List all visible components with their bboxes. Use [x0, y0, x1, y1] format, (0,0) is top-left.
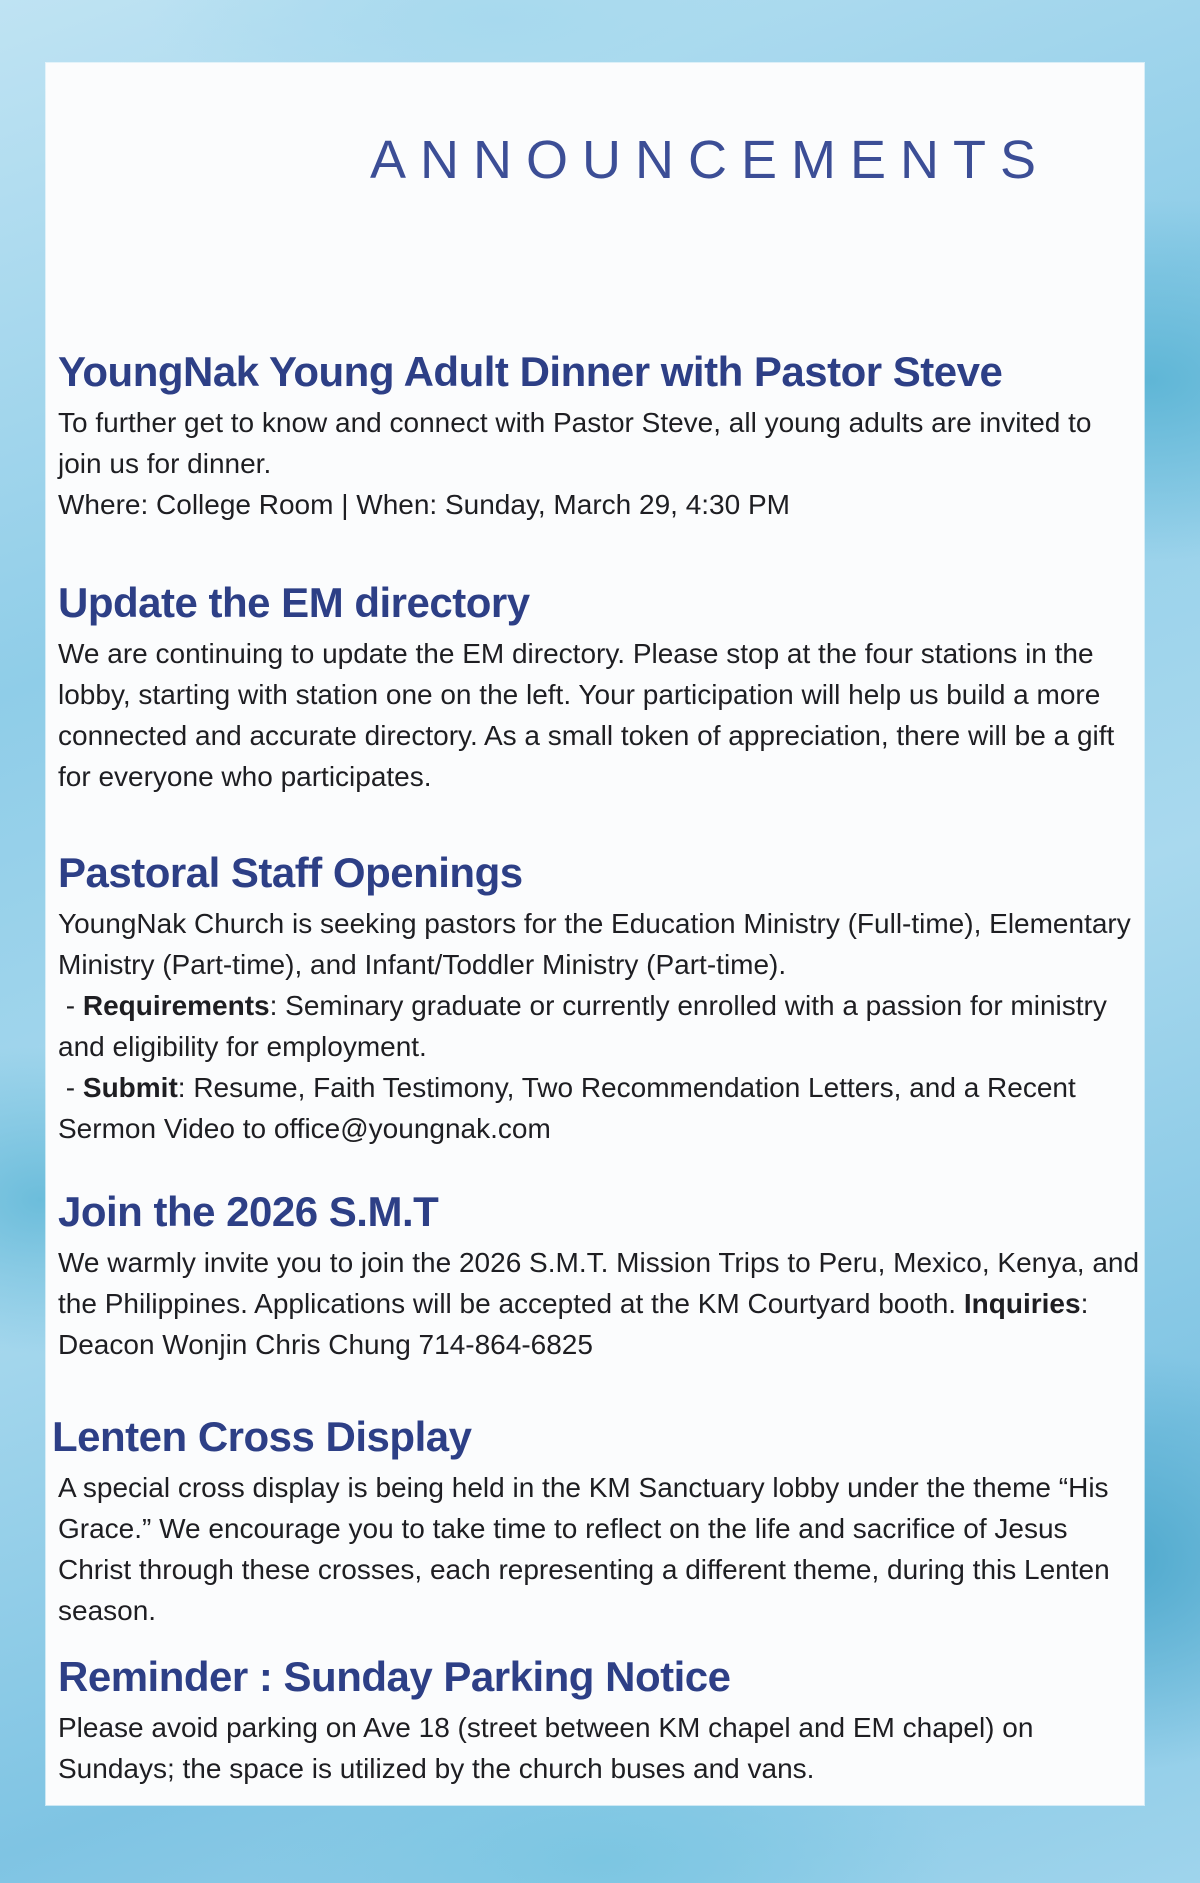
announcement-panel [46, 63, 1144, 1805]
bullet-dash: - [58, 990, 83, 1021]
announcement-text: We are continuing to update the EM directory. Please stop at the four stations in the lobby, starting with station one on the left. Your participation will help us build a more connected and accurate directory. As a small token of appreciation, there will be a gift for everyone who participates. [58, 638, 1115, 792]
requirements-text: : Seminary graduate or currently enrolled with a passion for ministry and eligibility for employment. [58, 990, 1107, 1062]
announcement-em-directory [58, 579, 1142, 797]
announcement-body [58, 903, 1138, 1149]
page-title: ANNOUNCEMENTS [369, 130, 1051, 190]
announcement-text: To further get to know and connect with Pastor Steve, all young adults are invited to join us for dinner. [58, 407, 1092, 479]
smt-text: We warmly invite you to join the 2026 S.M.T. Mission Trips to Peru, Mexico, Kenya, and the Philippines. Applications will be accepted at the KM Courtyard booth. [58, 1247, 1140, 1319]
announcement-body [58, 402, 1138, 525]
announcement-title: Join the 2026 S.M.T [58, 1188, 439, 1235]
announcement-text: Where: College Room | When: Sunday, March 29, 4:30 PM [58, 489, 790, 520]
announcement-text [58, 1242, 1142, 1365]
announcement-smt [58, 1188, 1142, 1365]
inquiries-label: Inquiries [963, 1288, 1081, 1319]
announcement-body [52, 1467, 1132, 1631]
announcement-body [58, 1707, 1138, 1789]
announcement-parking [58, 1653, 1138, 1789]
announcement-requirements [58, 985, 1138, 1067]
submit-label: Submit [82, 1072, 178, 1103]
bullet-dash: - [58, 1072, 83, 1103]
announcement-young-adult-dinner [58, 348, 1138, 525]
announcement-title: YoungNak Young Adult Dinner with Pastor Steve [58, 348, 1003, 395]
announcement-text: YoungNak Church is seeking pastors for the Education Ministry (Full-time), Elementary Ministry (Part-time), and Infant/Toddler Ministry (Part-time). [58, 908, 1131, 980]
announcement-title: Reminder : Sunday Parking Notice [58, 1653, 731, 1700]
requirements-label: Requirements [82, 990, 270, 1021]
announcement-body [58, 633, 1142, 797]
announcement-text: Please avoid parking on Ave 18 (street between KM chapel and EM chapel) on Sundays; the space is utilized by the church buses and vans. [58, 1712, 1034, 1784]
announcement-text: A special cross display is being held in the KM Sanctuary lobby under the theme “His Grace.” We encourage you to take time to reflect on the life and sacrifice of Jesus Christ through these crosses, each representing a different theme, during this Lenten season. [58, 1472, 1110, 1626]
announcement-pastoral-openings [58, 849, 1138, 1149]
announcement-title: Update the EM directory [58, 579, 530, 626]
submit-text: : Resume, Faith Testimony, Two Recommendation Letters, and a Recent Sermon Video to office@youngnak.com [58, 1072, 1076, 1144]
announcement-submit [58, 1067, 1138, 1149]
inquiries-text: : Deacon Wonjin Chris Chung 714-864-6825 [58, 1288, 1089, 1360]
announcement-body [58, 1242, 1142, 1365]
announcement-title: Pastoral Staff Openings [58, 849, 523, 896]
announcement-lenten-cross [52, 1413, 1132, 1631]
announcement-title: Lenten Cross Display [52, 1413, 472, 1460]
